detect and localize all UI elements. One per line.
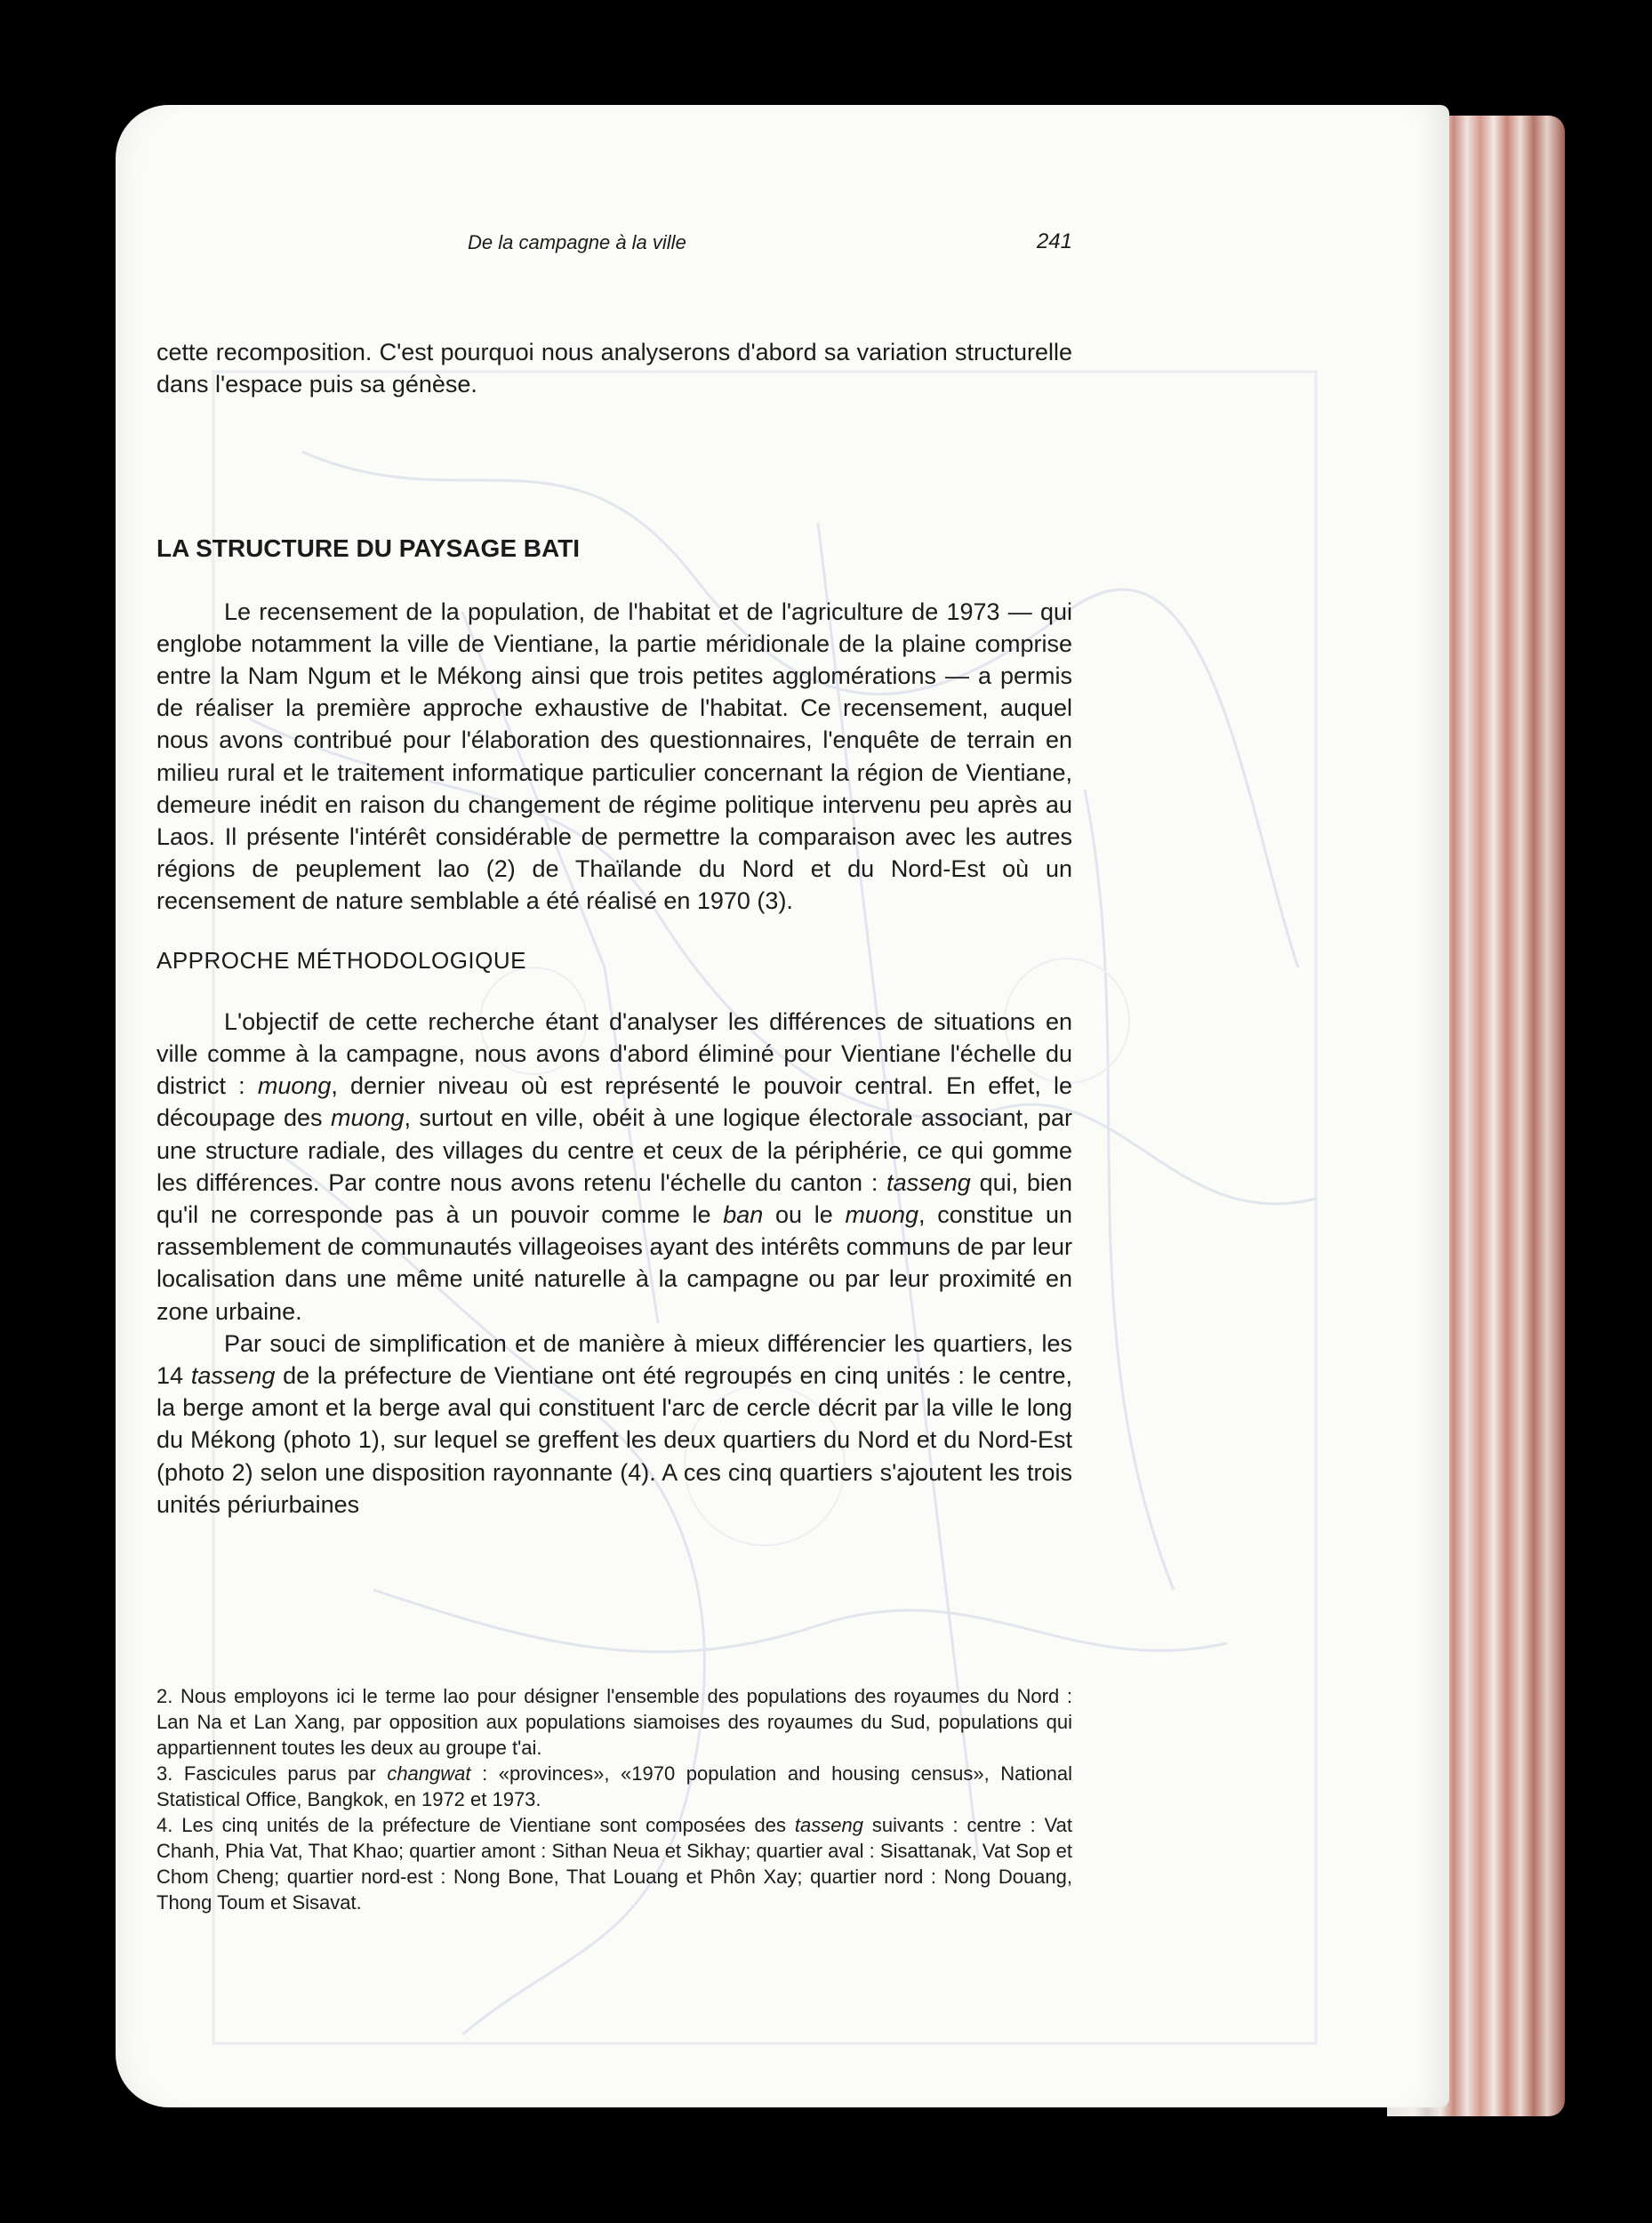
footnote-2: 2. Nous employons ici le terme lao pour désigner l'ensemble des populations des royaumes du Nord : Lan Na et Lan Xang, par opposition aux populations siamoises des royaumes du Sud, populations qui appartiennent toutes les deux au groupe t'ai. — [156, 1685, 1072, 1759]
subsection-heading: APPROCHE MÉTHODOLOGIQUE — [156, 946, 526, 974]
text-run: : «provinces», «1970 population and housing census», National Statistical Office, Bangkok, en 1972 et 1973. — [156, 1762, 1073, 1810]
body-text — [156, 336, 1072, 1521]
term-muong: muong — [330, 1104, 405, 1132]
text-run: suivants : centre : Vat Chanh, Phia Vat, That Khao; quartier amont : Sithan Neua et Sikhay; quartier aval : Sisattanak, Vat Sop et Chom Cheng; quartier nord-est : Nong Bone, That Louang et Phôn Xay; quartier nord : Nong Douang, Thong Toum et Sisavat. — [156, 1814, 1072, 1914]
term-tasseng: tasseng — [794, 1814, 863, 1836]
term-changwat: changwat — [387, 1762, 471, 1785]
text-run: , constitue un rassemblement de communautés villageoises ayant des intérêts communs de par leur localisation dans une même unité naturelle à la campagne ou par leur proximité en zone urbaine. — [156, 1201, 1072, 1325]
footnote-3 — [156, 1761, 1072, 1812]
paragraph-methodology — [156, 1006, 1072, 1328]
page-number: 241 — [1036, 229, 1072, 253]
term-tasseng: tasseng — [190, 1362, 276, 1390]
text-run: , surtout en ville, obéit à une logique électorale associant, par une structure radiale, des villages du centre et ceux de la périphérie, ce qui gomme les différences. Par contre nous avons retenu l'échelle du canton : — [156, 1104, 1072, 1196]
text-run: ou le — [774, 1201, 833, 1229]
text-run: Par souci de simplification et de manière à mieux différencier les quartiers, les 14 — [156, 1329, 1072, 1390]
footnote-4 — [156, 1812, 1072, 1915]
intro-paragraph: cette recomposition. C'est pourquoi nous analyserons d'abord sa variation structurelle dans l'espace puis sa génèse. — [156, 339, 1072, 398]
term-ban: ban — [723, 1201, 764, 1229]
text-run: 3. Fascicules parus par — [156, 1762, 376, 1785]
term-muong: muong — [845, 1201, 918, 1229]
text-run: L'objectif de cette recherche étant d'analyser les différences de situations en ville comme à la campagne, nous avons d'abord éliminé pour Vientiane l'échelle du district : — [156, 1007, 1072, 1100]
text-run: , dernier niveau où est représenté le pouvoir central. En effet, le découpage des — [156, 1072, 1072, 1132]
term-tasseng: tasseng — [886, 1168, 971, 1196]
paragraph-census: Le recensement de la population, de l'habitat et de l'agriculture de 1973 — qui englobe notamment la ville de Vientiane, la partie méridionale de la plaine comprise entre la Nam Ngum et le Mékong ainsi que trois petites agglomérations — a permis de réaliser la première approche exhaustive de l'habitat. Ce recensement, auquel nous avons contribué pour l'élaboration des questionnaires, l'enquête de terrain en milieu rural et le traitement informatique particulier concernant la région de Vientiane, demeure inédit en raison du changement de régime politique intervenu peu après au Laos. Il présente l'intérêt considérable de permettre la comparaison avec les autres régions de peuplement lao (2) de Thaïlande du Nord et du Nord-Est où un recensement de nature semblable a été réalisé en 1970 (3). — [156, 598, 1072, 915]
text-run: de la préfecture de Vientiane ont été regroupés en cinq unités : le centre, la berge amont et la berge aval qui constituent l'arc de cercle décrit par la ville le long du Mékong (photo 1), sur lequel se greffent les deux quartiers du Nord et du Nord-Est (photo 2) selon une disposition rayonnante (4). A ces cinq quartiers s'ajoutent les trois unités périurbaines — [156, 1362, 1072, 1518]
running-title: De la campagne à la ville — [468, 231, 686, 253]
footnotes — [156, 1683, 1072, 1915]
paragraph-quarters — [156, 1328, 1072, 1521]
term-muong: muong — [257, 1072, 332, 1100]
page-content — [156, 132, 1073, 1914]
running-head — [156, 132, 1072, 253]
text-run: 4. Les cinq unités de la préfecture de Vientiane sont composées des — [156, 1814, 786, 1836]
fore-edge-stamp — [1512, 854, 1538, 1654]
text-run: qui, bien qu'il ne corresponde pas à un pouvoir comme le — [156, 1168, 1072, 1229]
section-heading: LA STRUCTURE DU PAYSAGE BATI — [156, 534, 581, 563]
